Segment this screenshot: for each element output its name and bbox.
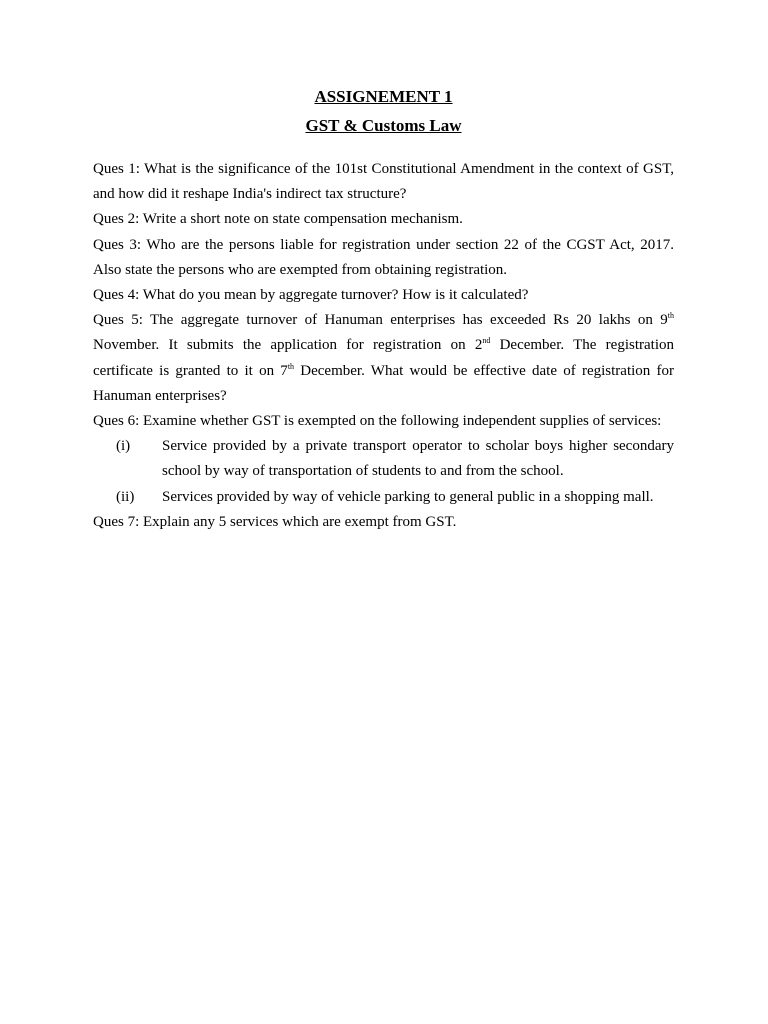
question-5-ordinal-1: th: [667, 311, 674, 321]
question-5-ordinal-3: th: [287, 361, 295, 371]
question-5-part-2: November. It submits the application for registration on 2: [93, 337, 483, 354]
document-subtitle: GST & Customs Law: [305, 116, 462, 135]
question-5: [93, 308, 674, 409]
question-2: Ques 2: Write a short note on state compensation mechanism.: [93, 211, 463, 228]
question-1: Ques 1: What is the significance of the 101st Constitutional Amendment in the context of GST, and how did it reshape India's indirect tax structure?: [93, 161, 674, 203]
sublist-item-number: (ii): [116, 488, 135, 505]
question-6: Ques 6: Examine whether GST is exempted on the following independent supplies of services:: [93, 413, 662, 430]
question-3: Ques 3: Who are the persons liable for registration under section 22 of the CGST Act, 2017. Also state the persons who are exempted from obtaining registration.: [93, 236, 674, 278]
question-5-ordinal-2: nd: [482, 336, 491, 346]
sublist-item: [93, 434, 674, 484]
question-6-sublist: [93, 434, 674, 510]
question-5-part-3: December. The registration certificate is granted to it on 7: [93, 337, 674, 379]
document-body: [93, 86, 674, 535]
document-title: ASSIGNEMENT 1: [314, 87, 453, 106]
sublist-item-number: (i): [116, 438, 131, 455]
question-5-part-4: December. What would be effective date of registration for Hanuman enterprises?: [93, 362, 674, 404]
sublist-item: [93, 485, 674, 510]
question-5-part-1: Ques 5: The aggregate turnover of Hanuman enterprises has exceeded Rs 20 lakhs on 9: [93, 312, 668, 329]
question-4: Ques 4: What do you mean by aggregate turnover? How is it calculated?: [93, 287, 529, 304]
question-list: [93, 157, 674, 535]
sublist-item-text: Service provided by a private transport operator to scholar boys higher secondary school by way of transportation of students to and from the school.: [162, 438, 674, 480]
sublist-item-text: Services provided by way of vehicle parking to general public in a shopping mall.: [162, 488, 654, 505]
question-7: Ques 7: Explain any 5 services which are exempt from GST.: [93, 513, 457, 530]
